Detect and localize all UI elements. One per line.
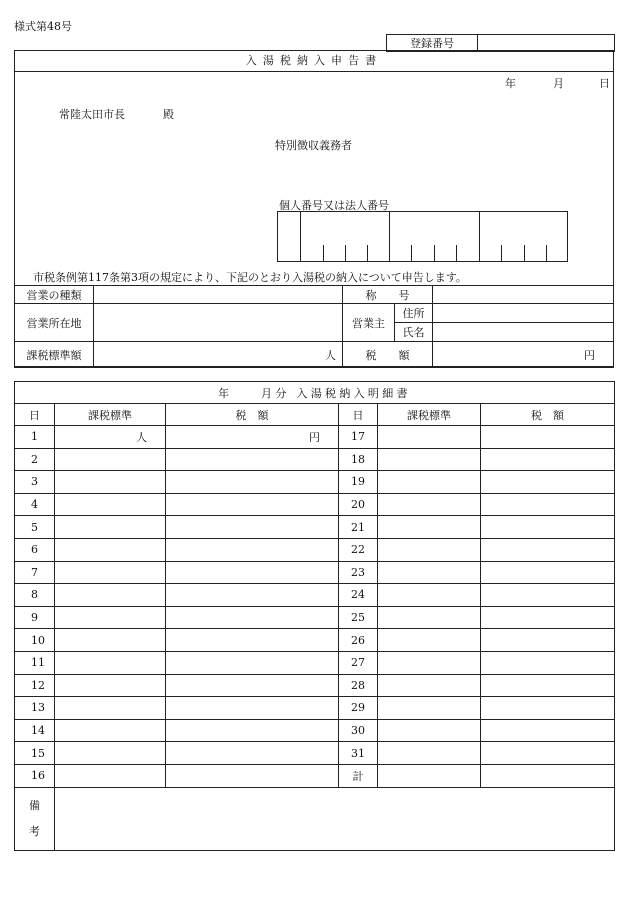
base-left[interactable] (55, 584, 166, 607)
table-row (15, 674, 615, 697)
tax-right[interactable] (481, 448, 615, 471)
table-row (15, 764, 615, 787)
table-row (15, 584, 615, 607)
tax-right[interactable] (481, 606, 615, 629)
day-left (15, 764, 55, 787)
tax-right[interactable] (481, 516, 615, 539)
tax-right[interactable] (481, 697, 615, 720)
tax-right[interactable] (481, 742, 615, 765)
tax-left[interactable] (166, 742, 339, 765)
day-left-text: 6 (31, 543, 38, 557)
base-right[interactable] (378, 719, 481, 742)
tax-left[interactable] (166, 651, 339, 674)
name-label: 称 号 (343, 286, 433, 304)
day-left-text: 5 (31, 520, 38, 534)
base-right[interactable] (378, 742, 481, 765)
table-row (15, 538, 615, 561)
col-day-right: 日 (339, 404, 378, 426)
base-right[interactable] (378, 651, 481, 674)
base-left[interactable] (55, 764, 166, 787)
day-right (339, 606, 378, 629)
id-box-tick (411, 245, 412, 261)
tax-base-field[interactable] (94, 342, 343, 368)
tax-right[interactable] (481, 674, 615, 697)
day-left (15, 629, 55, 652)
day-right (339, 764, 378, 787)
base-left[interactable] (55, 719, 166, 742)
table-row (15, 742, 615, 765)
day-left (15, 651, 55, 674)
tax-right[interactable] (481, 651, 615, 674)
day-left (15, 674, 55, 697)
day-right-text: 29 (351, 701, 365, 715)
col-tax-right: 税 額 (481, 404, 615, 426)
base-left[interactable] (55, 538, 166, 561)
details-title: 年 月分 入湯税納入明細書 (15, 382, 615, 404)
base-right[interactable] (378, 538, 481, 561)
tax-right[interactable] (481, 584, 615, 607)
base-left[interactable] (55, 606, 166, 629)
id-box-tick (456, 245, 457, 261)
detail-rows (15, 426, 615, 788)
day-right (339, 561, 378, 584)
id-box-divider (479, 212, 480, 261)
day-right-text: 17 (351, 430, 365, 444)
day-right-text: 20 (351, 498, 365, 512)
table-row (15, 471, 615, 494)
remarks-label-1: 備 (29, 798, 40, 812)
id-box-tick (323, 245, 324, 261)
col-base-right: 課税標準 (378, 404, 481, 426)
tax-right[interactable] (481, 629, 615, 652)
day-left (15, 493, 55, 516)
tax-right[interactable] (481, 471, 615, 494)
tax-left[interactable] (166, 719, 339, 742)
day-right-text: 22 (351, 543, 365, 557)
tax-left[interactable] (166, 697, 339, 720)
day-right-text: 21 (351, 520, 365, 534)
address-label: 住所 (395, 304, 433, 323)
person-name-field[interactable] (433, 323, 614, 342)
statement: 市税条例第117条第3項の規定により、下記のとおり入湯税の納入について申告します。 (33, 271, 467, 284)
day-left-text: 16 (31, 769, 45, 783)
proprietor-label: 営業主 (343, 304, 395, 342)
day-left-text: 13 (31, 701, 45, 715)
remarks-label-2: 考 (29, 824, 40, 838)
base-left[interactable] (55, 426, 166, 449)
tax-right[interactable] (481, 719, 615, 742)
id-number-boxes[interactable] (277, 211, 568, 262)
base-left[interactable] (55, 516, 166, 539)
col-base-left: 課税標準 (55, 404, 166, 426)
day-right (339, 516, 378, 539)
table-row (15, 426, 615, 449)
tax-left-text: 円 (309, 430, 320, 444)
tax-left[interactable] (166, 561, 339, 584)
base-left[interactable] (55, 448, 166, 471)
day-left-text: 14 (31, 724, 45, 738)
base-right[interactable] (378, 448, 481, 471)
base-left[interactable] (55, 697, 166, 720)
id-box-tick (501, 245, 502, 261)
base-left-text: 人 (136, 430, 147, 444)
table-row (15, 697, 615, 720)
day-left (15, 471, 55, 494)
day-left (15, 426, 55, 449)
day-right (339, 471, 378, 494)
base-left[interactable] (55, 629, 166, 652)
day-right (339, 719, 378, 742)
tax-amount-unit: 円 (584, 348, 595, 362)
id-number-label: 個人番号又は法人番号 (279, 199, 389, 212)
tax-amount-field[interactable] (433, 342, 614, 368)
form-number: 様式第48号 (14, 20, 72, 33)
table-row (15, 629, 615, 652)
base-left[interactable] (55, 651, 166, 674)
day-right-text: 計 (352, 769, 364, 783)
base-right[interactable] (378, 471, 481, 494)
day-left (15, 516, 55, 539)
day-right (339, 674, 378, 697)
name-field[interactable] (433, 286, 614, 304)
day-right (339, 651, 378, 674)
form-title: 入湯税納入申告書 (15, 51, 613, 72)
tax-base-unit: 人 (325, 348, 336, 362)
base-left[interactable] (55, 561, 166, 584)
registration-number-field[interactable] (478, 35, 615, 52)
day-left (15, 697, 55, 720)
day-right-text: 23 (351, 565, 365, 579)
declaration-frame (14, 50, 614, 367)
id-box-divider (389, 212, 390, 261)
day-left (15, 606, 55, 629)
table-row (15, 448, 615, 471)
day-left-text: 3 (31, 475, 38, 489)
base-right[interactable] (378, 606, 481, 629)
day-right-text: 30 (351, 724, 365, 738)
id-box-tick (345, 245, 346, 261)
day-right (339, 584, 378, 607)
remarks-label (15, 787, 55, 850)
id-box-tick (546, 245, 547, 261)
table-row (15, 719, 615, 742)
addressee: 常陸太田市長 (59, 108, 125, 121)
tax-left[interactable] (166, 516, 339, 539)
col-tax-left: 税 額 (166, 404, 339, 426)
day-right-text: 28 (351, 678, 365, 692)
tax-left[interactable] (166, 606, 339, 629)
day-left (15, 538, 55, 561)
base-left[interactable] (55, 493, 166, 516)
day-left (15, 561, 55, 584)
date-day: 日 (599, 77, 610, 90)
day-left-text: 12 (31, 678, 45, 692)
day-left (15, 719, 55, 742)
tax-right[interactable] (481, 561, 615, 584)
tax-left[interactable] (166, 493, 339, 516)
day-right (339, 426, 378, 449)
day-left-text: 10 (31, 633, 45, 647)
id-box-divider (300, 212, 301, 261)
day-left-text: 1 (31, 430, 38, 444)
base-right[interactable] (378, 426, 481, 449)
address-field[interactable] (433, 304, 614, 323)
date-year: 年 (505, 77, 516, 90)
day-right-text: 25 (351, 611, 365, 625)
base-left[interactable] (55, 742, 166, 765)
base-right[interactable] (378, 629, 481, 652)
day-right-text: 24 (351, 588, 365, 602)
registration-number-label: 登録番号 (387, 35, 478, 52)
day-right-text: 26 (351, 633, 365, 647)
base-left[interactable] (55, 471, 166, 494)
day-right-text: 18 (351, 452, 365, 466)
date-month: 月 (553, 77, 564, 90)
tax-left[interactable] (166, 584, 339, 607)
honorific: 殿 (163, 108, 174, 121)
id-box-tick (524, 245, 525, 261)
tax-left[interactable] (166, 426, 339, 449)
day-right-text: 19 (351, 475, 365, 489)
base-right[interactable] (378, 561, 481, 584)
tax-left[interactable] (166, 629, 339, 652)
tax-left[interactable] (166, 471, 339, 494)
day-left-text: 4 (31, 498, 38, 512)
details-table (14, 381, 615, 851)
day-left (15, 448, 55, 471)
business-location-field[interactable] (94, 304, 343, 342)
business-type-label: 営業の種類 (15, 286, 94, 304)
day-left-text: 7 (31, 565, 38, 579)
base-right[interactable] (378, 764, 481, 787)
tax-right[interactable] (481, 764, 615, 787)
day-right (339, 538, 378, 561)
base-right[interactable] (378, 674, 481, 697)
col-day-left: 日 (15, 404, 55, 426)
day-left-text: 8 (31, 588, 38, 602)
tax-right[interactable] (481, 426, 615, 449)
business-type-field[interactable] (94, 286, 343, 304)
tax-left[interactable] (166, 538, 339, 561)
id-box-tick (434, 245, 435, 261)
day-right (339, 493, 378, 516)
day-right (339, 448, 378, 471)
day-left (15, 584, 55, 607)
day-left-text: 11 (31, 656, 45, 670)
business-location-label: 営業所在地 (15, 304, 94, 342)
tax-right[interactable] (481, 538, 615, 561)
tax-right[interactable] (481, 493, 615, 516)
base-left[interactable] (55, 674, 166, 697)
id-box-tick (367, 245, 368, 261)
tax-amount-label: 税 額 (343, 342, 433, 368)
table-row (15, 561, 615, 584)
day-left-text: 15 (31, 746, 45, 760)
base-right[interactable] (378, 516, 481, 539)
day-right-text: 27 (351, 656, 365, 670)
day-right (339, 742, 378, 765)
obligor-label: 特別徴収義務者 (275, 139, 352, 152)
day-left-text: 2 (31, 452, 38, 466)
day-right (339, 629, 378, 652)
tax-left[interactable] (166, 674, 339, 697)
tax-base-label: 課税標準額 (15, 342, 94, 368)
day-right (339, 697, 378, 720)
table-row (15, 651, 615, 674)
base-right[interactable] (378, 493, 481, 516)
day-right-text: 31 (351, 746, 365, 760)
base-right[interactable] (378, 584, 481, 607)
day-left-text: 9 (31, 611, 38, 625)
base-right[interactable] (378, 697, 481, 720)
tax-left[interactable] (166, 764, 339, 787)
table-row (15, 493, 615, 516)
tax-left[interactable] (166, 448, 339, 471)
remarks-field[interactable] (55, 787, 615, 850)
table-row (15, 606, 615, 629)
table-row (15, 516, 615, 539)
person-name-label: 氏名 (395, 323, 433, 342)
day-left (15, 742, 55, 765)
business-info-table (14, 285, 614, 368)
